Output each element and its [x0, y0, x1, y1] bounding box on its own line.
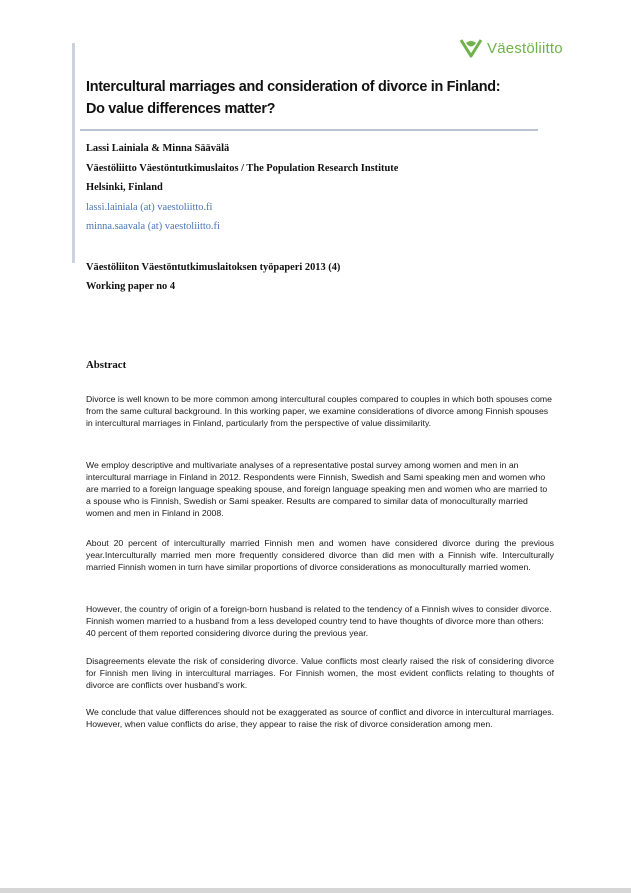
page-bottom-edge — [0, 888, 631, 893]
affiliation: Väestöliitto Väestöntutkimuslaitos / The Population Research Institute — [86, 163, 399, 174]
paper-title — [86, 76, 526, 120]
abstract-paragraph: However, the country of origin of a foreign-born husband is related to the tendency of a Finnish wives to consider divorce. Finnish women married to a husband from a less developed country tend to have thoughts of divorce more than others: 40 percent of them reported considering divorce during the previous year. — [86, 604, 552, 639]
title-line-1: Intercultural marriages and consideration of divorce in Finland: — [86, 79, 501, 95]
vaestoliitto-logo — [458, 37, 563, 59]
title-accent-bar — [72, 43, 75, 263]
leaf-icon — [458, 37, 484, 59]
abstract-paragraph: Divorce is well known to be more common among intercultural couples compared to couples in which both spouses come from the same cultural background. In this working paper, we examine considerations of divorce among Finnish spouses in intercultural marriages in Finland, particularly from the perspective of value dissimilarity. — [86, 394, 552, 429]
email-link[interactable]: lassi.lainiala (at) vaestoliitto.fi — [86, 202, 213, 213]
abstract-heading: Abstract — [86, 359, 127, 371]
abstract-paragraph: We employ descriptive and multivariate analyses of a representative postal survey among women and men in an intercultural marriage in Finland in 2012. Respondents were Finnish, Swedish and Sami speaking men and women who are married to a foreign language speaking spouse, and foreign language speaking men and women who are married to a spouse who is Finnish, Swedish or Sami speaker. Results are compared to similar data of monoculturally married women and men in Finland in 2008. — [86, 460, 548, 519]
authors: Lassi Lainiala & Minna Säävälä — [86, 143, 230, 154]
abstract-paragraph: We conclude that value differences should not be exaggerated as source of conflict and divorce in intercultural marriages. However, when value conflicts do arise, they appear to raise the risk of divorce consideration among men. — [86, 707, 554, 730]
title-divider — [80, 129, 538, 131]
logo-text: Väestöliitto — [487, 39, 563, 57]
location: Helsinki, Finland — [86, 182, 163, 193]
series-english: Working paper no 4 — [86, 281, 176, 292]
series-finnish: Väestöliiton Väestöntutkimuslaitoksen työpaperi 2013 (4) — [86, 262, 341, 273]
email-link[interactable]: minna.saavala (at) vaestoliitto.fi — [86, 221, 220, 232]
title-line-2: Do value differences matter? — [86, 101, 276, 117]
abstract-paragraph: About 20 percent of interculturally married Finnish men and women have considered divorce during the previous year.Interculturally married men more frequently considered divorce than did men with a Finnish wife. Interculturally married Finnish women in turn have similar proportions of divorce considerations as monoculturally married women. — [86, 538, 554, 573]
abstract-paragraph: Disagreements elevate the risk of considering divorce. Value conflicts most clearly raised the risk of considering divorce for Finnish men living in intercultural marriages. For Finnish women, the most evident conflicts relating to thoughts of divorce are conflicts over husband’s work. — [86, 656, 554, 691]
